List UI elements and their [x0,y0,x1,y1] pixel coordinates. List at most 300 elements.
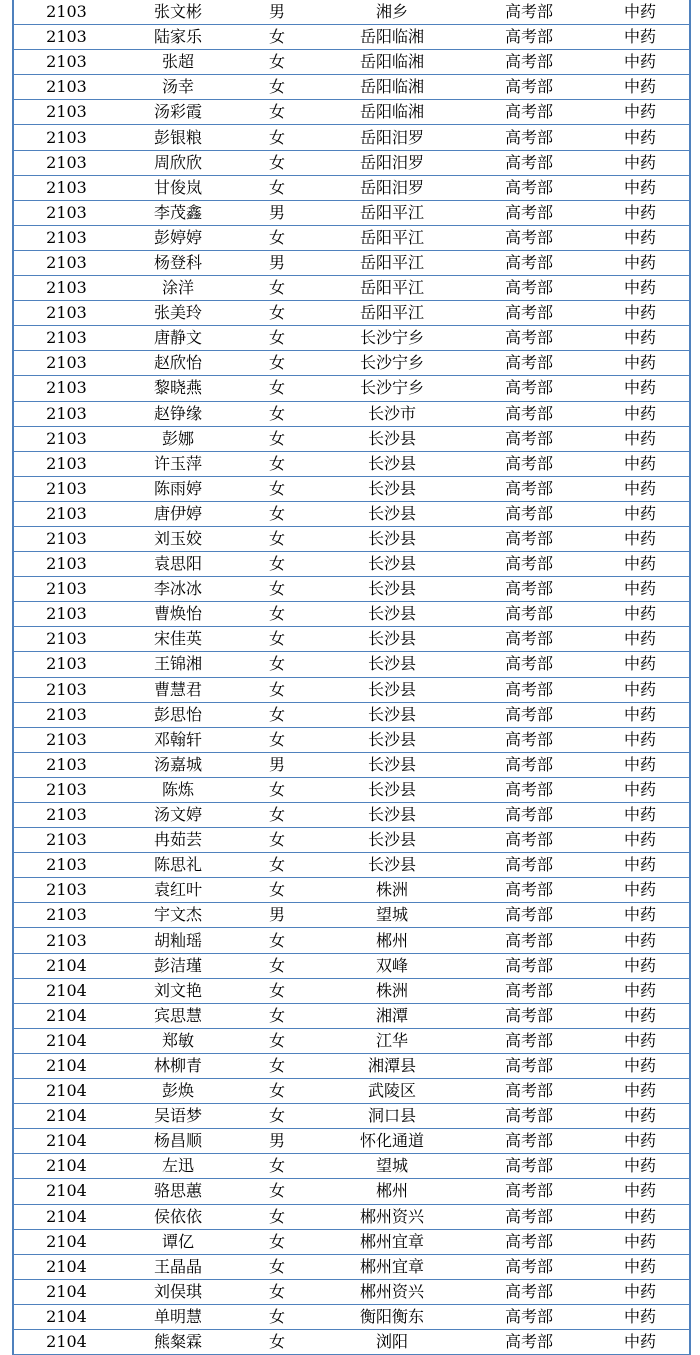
gender-cell: 男 [237,1129,317,1154]
hometown-cell: 双峰 [317,953,467,978]
table-row [13,276,690,301]
table-row [13,1329,690,1354]
table-row [13,978,690,1003]
department-cell: 高考部 [467,577,591,602]
gender-cell: 女 [237,100,317,125]
table-row [13,501,690,526]
class-cell: 2104 [13,1129,119,1154]
department-cell: 高考部 [467,1028,591,1053]
gender-cell: 男 [237,752,317,777]
class-cell: 2103 [13,426,119,451]
table-row [13,50,690,75]
major-cell: 中药 [591,501,690,526]
major-cell: 中药 [591,1079,690,1104]
major-cell: 中药 [591,1229,690,1254]
table-row [13,401,690,426]
major-cell: 中药 [591,1204,690,1229]
name-cell: 刘玉姣 [119,526,237,551]
department-cell: 高考部 [467,828,591,853]
hometown-cell: 长沙县 [317,451,467,476]
hometown-cell: 岳阳平江 [317,301,467,326]
name-cell: 唐静文 [119,326,237,351]
table-row [13,777,690,802]
gender-cell: 女 [237,476,317,501]
name-cell: 左迅 [119,1154,237,1179]
department-cell: 高考部 [467,1154,591,1179]
table-row [13,1003,690,1028]
major-cell: 中药 [591,250,690,275]
table-row [13,426,690,451]
department-cell: 高考部 [467,903,591,928]
table-row [13,376,690,401]
gender-cell: 男 [237,903,317,928]
name-cell: 王晶晶 [119,1254,237,1279]
gender-cell: 女 [237,1304,317,1329]
gender-cell: 女 [237,1053,317,1078]
hometown-cell: 郴州宜章 [317,1229,467,1254]
table-row [13,150,690,175]
roster-body [13,0,690,1355]
class-cell: 2103 [13,727,119,752]
major-cell: 中药 [591,702,690,727]
class-cell: 2104 [13,1329,119,1354]
name-cell: 杨登科 [119,250,237,275]
gender-cell: 女 [237,326,317,351]
class-cell: 2104 [13,1028,119,1053]
table-row [13,652,690,677]
hometown-cell: 湘潭 [317,1003,467,1028]
department-cell: 高考部 [467,250,591,275]
department-cell: 高考部 [467,928,591,953]
hometown-cell: 长沙县 [317,752,467,777]
hometown-cell: 岳阳汨罗 [317,175,467,200]
hometown-cell: 长沙县 [317,627,467,652]
gender-cell: 女 [237,150,317,175]
class-cell: 2104 [13,978,119,1003]
name-cell: 彭洁瑾 [119,953,237,978]
table-row [13,526,690,551]
gender-cell: 女 [237,1079,317,1104]
table-row [13,1304,690,1329]
major-cell: 中药 [591,1104,690,1129]
gender-cell: 女 [237,828,317,853]
name-cell: 曹慧君 [119,677,237,702]
class-cell: 2104 [13,1204,119,1229]
name-cell: 袁思阳 [119,552,237,577]
department-cell: 高考部 [467,627,591,652]
name-cell: 林柳青 [119,1053,237,1078]
major-cell: 中药 [591,50,690,75]
department-cell: 高考部 [467,978,591,1003]
table-row [13,1154,690,1179]
department-cell: 高考部 [467,803,591,828]
hometown-cell: 望城 [317,1154,467,1179]
class-cell: 2103 [13,401,119,426]
table-row [13,552,690,577]
hometown-cell: 郴州资兴 [317,1279,467,1304]
department-cell: 高考部 [467,878,591,903]
major-cell: 中药 [591,1053,690,1078]
name-cell: 彭焕 [119,1079,237,1104]
hometown-cell: 长沙宁乡 [317,326,467,351]
department-cell: 高考部 [467,50,591,75]
name-cell: 吴语梦 [119,1104,237,1129]
hometown-cell: 岳阳临湘 [317,25,467,50]
class-cell: 2103 [13,225,119,250]
table-row [13,752,690,777]
department-cell: 高考部 [467,476,591,501]
hometown-cell: 望城 [317,903,467,928]
name-cell: 熊粲霖 [119,1329,237,1354]
major-cell: 中药 [591,451,690,476]
name-cell: 周欣欣 [119,150,237,175]
name-cell: 陈雨婷 [119,476,237,501]
name-cell: 宋佳英 [119,627,237,652]
gender-cell: 女 [237,1254,317,1279]
class-cell: 2104 [13,1279,119,1304]
table-row [13,928,690,953]
gender-cell: 女 [237,50,317,75]
class-cell: 2103 [13,150,119,175]
department-cell: 高考部 [467,175,591,200]
name-cell: 赵铮缘 [119,401,237,426]
table-row [13,627,690,652]
name-cell: 赵欣怡 [119,351,237,376]
department-cell: 高考部 [467,853,591,878]
department-cell: 高考部 [467,100,591,125]
hometown-cell: 怀化通道 [317,1129,467,1154]
table-row [13,953,690,978]
table-row [13,1229,690,1254]
table-row [13,75,690,100]
class-cell: 2103 [13,652,119,677]
department-cell: 高考部 [467,1053,591,1078]
department-cell: 高考部 [467,1104,591,1129]
gender-cell: 女 [237,526,317,551]
gender-cell: 女 [237,276,317,301]
department-cell: 高考部 [467,1279,591,1304]
major-cell: 中药 [591,476,690,501]
hometown-cell: 长沙县 [317,702,467,727]
hometown-cell: 株洲 [317,978,467,1003]
major-cell: 中药 [591,828,690,853]
major-cell: 中药 [591,652,690,677]
gender-cell: 女 [237,677,317,702]
name-cell: 黎晓燕 [119,376,237,401]
hometown-cell: 长沙县 [317,652,467,677]
name-cell: 宾思慧 [119,1003,237,1028]
name-cell: 刘文艳 [119,978,237,1003]
class-cell: 2103 [13,0,119,25]
class-cell: 2103 [13,200,119,225]
major-cell: 中药 [591,351,690,376]
major-cell: 中药 [591,125,690,150]
major-cell: 中药 [591,0,690,25]
hometown-cell: 岳阳临湘 [317,50,467,75]
hometown-cell: 长沙县 [317,828,467,853]
hometown-cell: 长沙县 [317,803,467,828]
hometown-cell: 长沙县 [317,677,467,702]
hometown-cell: 郴州 [317,928,467,953]
class-cell: 2104 [13,1104,119,1129]
department-cell: 高考部 [467,0,591,25]
hometown-cell: 衡阳衡东 [317,1304,467,1329]
name-cell: 冉茹芸 [119,828,237,853]
hometown-cell: 岳阳汨罗 [317,125,467,150]
class-cell: 2103 [13,175,119,200]
gender-cell: 女 [237,25,317,50]
name-cell: 汤文婷 [119,803,237,828]
gender-cell: 女 [237,1179,317,1204]
table-row [13,476,690,501]
class-cell: 2104 [13,1079,119,1104]
name-cell: 刘俣琪 [119,1279,237,1304]
major-cell: 中药 [591,552,690,577]
gender-cell: 男 [237,0,317,25]
name-cell: 谭亿 [119,1229,237,1254]
department-cell: 高考部 [467,225,591,250]
department-cell: 高考部 [467,75,591,100]
major-cell: 中药 [591,1279,690,1304]
major-cell: 中药 [591,1254,690,1279]
table-row [13,326,690,351]
name-cell: 李茂鑫 [119,200,237,225]
department-cell: 高考部 [467,652,591,677]
table-row [13,301,690,326]
department-cell: 高考部 [467,125,591,150]
gender-cell: 女 [237,727,317,752]
department-cell: 高考部 [467,451,591,476]
major-cell: 中药 [591,627,690,652]
class-cell: 2103 [13,301,119,326]
name-cell: 胡籼瑶 [119,928,237,953]
table-row [13,25,690,50]
class-cell: 2103 [13,50,119,75]
name-cell: 王锦湘 [119,652,237,677]
major-cell: 中药 [591,225,690,250]
class-cell: 2103 [13,125,119,150]
name-cell: 陈炼 [119,777,237,802]
gender-cell: 女 [237,652,317,677]
gender-cell: 女 [237,552,317,577]
major-cell: 中药 [591,677,690,702]
class-cell: 2104 [13,953,119,978]
class-cell: 2103 [13,376,119,401]
name-cell: 彭娜 [119,426,237,451]
major-cell: 中药 [591,752,690,777]
department-cell: 高考部 [467,1204,591,1229]
hometown-cell: 岳阳临湘 [317,75,467,100]
student-roster-sheet [12,0,689,1352]
gender-cell: 女 [237,1104,317,1129]
major-cell: 中药 [591,1304,690,1329]
gender-cell: 女 [237,451,317,476]
class-cell: 2103 [13,928,119,953]
name-cell: 张美玲 [119,301,237,326]
class-cell: 2103 [13,627,119,652]
hometown-cell: 长沙县 [317,476,467,501]
name-cell: 唐伊婷 [119,501,237,526]
table-row [13,803,690,828]
gender-cell: 女 [237,777,317,802]
department-cell: 高考部 [467,777,591,802]
major-cell: 中药 [591,150,690,175]
department-cell: 高考部 [467,376,591,401]
table-row [13,0,690,25]
department-cell: 高考部 [467,1129,591,1154]
name-cell: 汤幸 [119,75,237,100]
major-cell: 中药 [591,276,690,301]
hometown-cell: 岳阳平江 [317,200,467,225]
major-cell: 中药 [591,853,690,878]
gender-cell: 女 [237,1154,317,1179]
gender-cell: 女 [237,577,317,602]
class-cell: 2103 [13,501,119,526]
name-cell: 骆思蕙 [119,1179,237,1204]
class-cell: 2104 [13,1053,119,1078]
name-cell: 单明慧 [119,1304,237,1329]
gender-cell: 女 [237,1028,317,1053]
major-cell: 中药 [591,577,690,602]
name-cell: 甘俊岚 [119,175,237,200]
name-cell: 张文彬 [119,0,237,25]
name-cell: 袁红叶 [119,878,237,903]
table-row [13,1204,690,1229]
class-cell: 2103 [13,451,119,476]
major-cell: 中药 [591,25,690,50]
department-cell: 高考部 [467,1003,591,1028]
name-cell: 张超 [119,50,237,75]
name-cell: 李冰冰 [119,577,237,602]
class-cell: 2103 [13,100,119,125]
table-row [13,351,690,376]
gender-cell: 女 [237,602,317,627]
table-row [13,200,690,225]
department-cell: 高考部 [467,25,591,50]
major-cell: 中药 [591,602,690,627]
hometown-cell: 郴州宜章 [317,1254,467,1279]
class-cell: 2103 [13,326,119,351]
gender-cell: 女 [237,1279,317,1304]
gender-cell: 女 [237,125,317,150]
gender-cell: 女 [237,978,317,1003]
table-row [13,702,690,727]
table-row [13,225,690,250]
department-cell: 高考部 [467,1254,591,1279]
table-row [13,175,690,200]
name-cell: 曹焕怡 [119,602,237,627]
gender-cell: 女 [237,75,317,100]
gender-cell: 女 [237,351,317,376]
table-row [13,878,690,903]
major-cell: 中药 [591,777,690,802]
class-cell: 2103 [13,777,119,802]
gender-cell: 女 [237,1229,317,1254]
gender-cell: 女 [237,501,317,526]
department-cell: 高考部 [467,426,591,451]
class-cell: 2103 [13,853,119,878]
table-row [13,1028,690,1053]
name-cell: 彭银粮 [119,125,237,150]
hometown-cell: 岳阳平江 [317,276,467,301]
department-cell: 高考部 [467,1229,591,1254]
major-cell: 中药 [591,1028,690,1053]
hometown-cell: 武陵区 [317,1079,467,1104]
major-cell: 中药 [591,727,690,752]
hometown-cell: 长沙县 [317,727,467,752]
class-cell: 2103 [13,602,119,627]
name-cell: 宇文杰 [119,903,237,928]
major-cell: 中药 [591,803,690,828]
major-cell: 中药 [591,526,690,551]
department-cell: 高考部 [467,150,591,175]
gender-cell: 女 [237,1003,317,1028]
major-cell: 中药 [591,376,690,401]
class-cell: 2104 [13,1179,119,1204]
hometown-cell: 岳阳汨罗 [317,150,467,175]
major-cell: 中药 [591,928,690,953]
hometown-cell: 岳阳临湘 [317,100,467,125]
major-cell: 中药 [591,1129,690,1154]
gender-cell: 女 [237,175,317,200]
major-cell: 中药 [591,401,690,426]
department-cell: 高考部 [467,526,591,551]
gender-cell: 女 [237,627,317,652]
department-cell: 高考部 [467,752,591,777]
department-cell: 高考部 [467,602,591,627]
table-row [13,1104,690,1129]
gender-cell: 女 [237,225,317,250]
gender-cell: 女 [237,702,317,727]
table-row [13,602,690,627]
class-cell: 2103 [13,526,119,551]
major-cell: 中药 [591,100,690,125]
hometown-cell: 长沙县 [317,777,467,802]
table-row [13,1254,690,1279]
class-cell: 2103 [13,250,119,275]
table-row [13,451,690,476]
hometown-cell: 长沙县 [317,602,467,627]
hometown-cell: 岳阳平江 [317,250,467,275]
department-cell: 高考部 [467,1079,591,1104]
class-cell: 2103 [13,552,119,577]
department-cell: 高考部 [467,1329,591,1354]
hometown-cell: 湘潭县 [317,1053,467,1078]
name-cell: 汤彩霞 [119,100,237,125]
class-cell: 2103 [13,75,119,100]
name-cell: 彭婷婷 [119,225,237,250]
department-cell: 高考部 [467,1179,591,1204]
department-cell: 高考部 [467,276,591,301]
department-cell: 高考部 [467,351,591,376]
hometown-cell: 湘乡 [317,0,467,25]
major-cell: 中药 [591,978,690,1003]
table-row [13,727,690,752]
gender-cell: 女 [237,853,317,878]
major-cell: 中药 [591,878,690,903]
name-cell: 邓翰轩 [119,727,237,752]
class-cell: 2103 [13,828,119,853]
major-cell: 中药 [591,175,690,200]
major-cell: 中药 [591,903,690,928]
major-cell: 中药 [591,326,690,351]
gender-cell: 女 [237,928,317,953]
gender-cell: 女 [237,1329,317,1354]
class-cell: 2104 [13,1003,119,1028]
department-cell: 高考部 [467,301,591,326]
gender-cell: 女 [237,878,317,903]
table-row [13,1053,690,1078]
